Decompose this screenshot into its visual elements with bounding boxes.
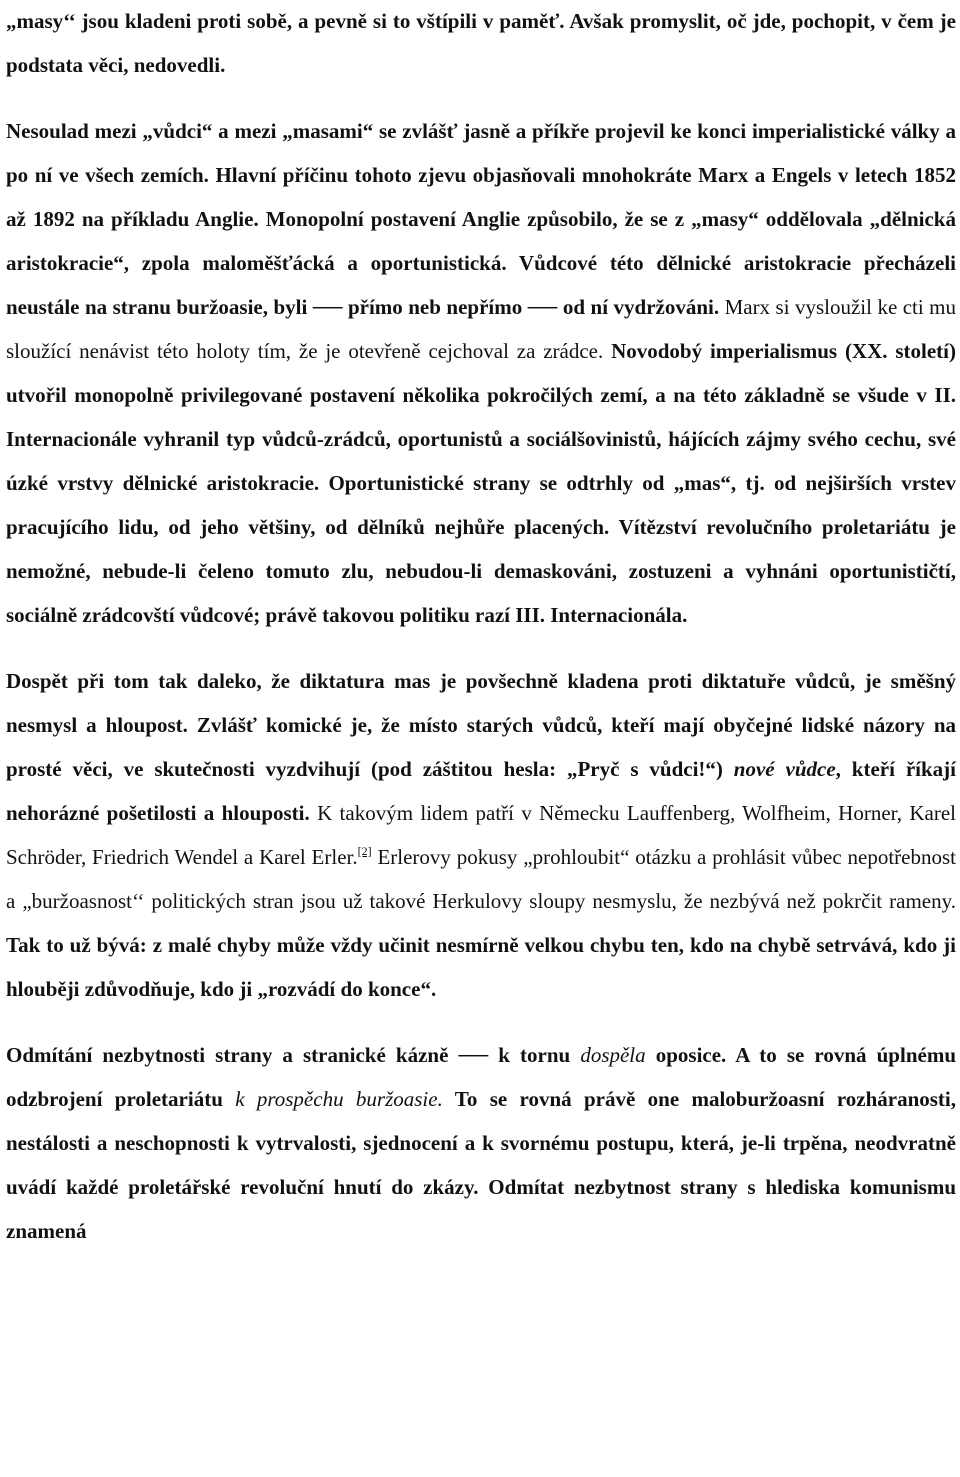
text-run: Tak to už bývá: z malé chyby může vždy učinit nesmírně velkou chybu ten, kdo na chybě setrvává, kdo ji hlouběji zdůvodňuje, kdo ji „rozvádí do konce“.	[6, 933, 956, 1001]
footnote-reference[interactable]: [2]	[357, 844, 372, 858]
text-run: Dospět při tom tak daleko, že diktatura mas je povšechně kladena proti diktatuře vůdců, je směšný nesmysl a hloupost. Zvlášť komické je, že místo starých vůdců, kteří mají obyčejné lidské názory na prosté věci, ve skutečnosti vyzdvihují (pod záštitou hesla: „Pryč s vůdci!“)	[6, 669, 956, 781]
text-run: „masy‘‘ jsou kladeni proti sobě, a pevně si to vštípili v paměť. Avšak promyslit, oč jde, pochopit, v čem je podstata věci, nedovedli.	[6, 9, 956, 77]
paragraph-odmitani-strany	[6, 1033, 956, 1253]
text-run: Nesoulad mezi „vůdci“ a mezi „masami“ se zvlášť jasně a příkře projevil ke konci imperialistické války a po ní ve všech zemích. Hlavní příčinu tohoto zjevu objasňovali mnohokráte Marx a Engels v letech 1852 až 1892 na příkladu Anglie. Monopolní postavení Anglie způsobilo, že se z „masy“ oddělovala „dělnická aristokracie“, zpola maloměšťácká a oportunistická. Vůdcové této dělnické aristokracie přecházeli neustále na stranu buržoasie, byli ── přímo neb nepřímo ── od ní vydržováni.	[6, 119, 956, 319]
text-run: , kteří říkají nehorázné pošetilosti a hlouposti.	[6, 757, 956, 825]
text-run: k prospěchu buržoasie.	[235, 1087, 443, 1111]
text-run: Marx si vysloužil ke cti mu sloužící nenávist této holoty tím, že je otevřeně cejchoval za zrádce.	[6, 295, 957, 363]
document-page	[6, 0, 956, 1253]
text-run: K takovým lidem patří v Německu Lauffenberg, Wolfheim, Horner, Karel Schröder, Friedrich Wendel a Karel Erler.	[6, 801, 957, 869]
text-run: To se rovná právě one maloburžoasní rozháranosti, nestálosti a neschopnosti k vytrvalosti, sjednocení a k svornému postupu, která, je-li trpěna, neodvratně uvádí každé proletářské revoluční hnutí do zkázy. Odmítat nezbytnost strany s hlediska komunismu znamená	[6, 1087, 957, 1243]
text-run: oposice. A to se rovná úplnému odzbrojení proletariátu	[6, 1043, 956, 1111]
paragraph-masy	[6, 0, 956, 87]
text-run: nové vůdce	[733, 757, 836, 781]
text-run: Odmítání nezbytnosti strany a stranické kázně ── k tornu	[6, 1043, 581, 1067]
text-run: Novodobý imperialismus (XX. století) utvořil monopolně privilegované postavení několika pokročilých zemí, a na této základně se všude v II. Internacionále vyhranil typ vůdců-zrádců, oportunistů a sociálšovinistů, hájících zájmy svého cechu, své úzké vrstvy dělnické aristokracie. Oportunistické strany se odtrhly od „mas“, tj. od nejširších vrstev pracujícího lidu, od jeho většiny, od dělníků nejhůře placených. Vítězství revolučního proletariátu je nemožné, nebude-li čeleno tomuto zlu, nebudou-li demaskováni, zostuzeni a vyhnáni oportunističtí, sociálně zrádcovští vůdcové; právě takovou politiku razí III. Internacionála.	[6, 339, 956, 627]
paragraph-vudci-a-masy	[6, 109, 956, 637]
text-run: dospěla	[580, 1043, 646, 1067]
text-run: Erlerovy pokusy „prohloubit“ otázku a prohlásit vůbec nepotřebnost a „buržoasnost‘‘ politických stran jsou už takové Herkulovy sloupy nesmyslu, že nezbývá než pokrčit rameny.	[6, 845, 956, 913]
paragraph-diktatura-vudcu	[6, 659, 956, 1011]
